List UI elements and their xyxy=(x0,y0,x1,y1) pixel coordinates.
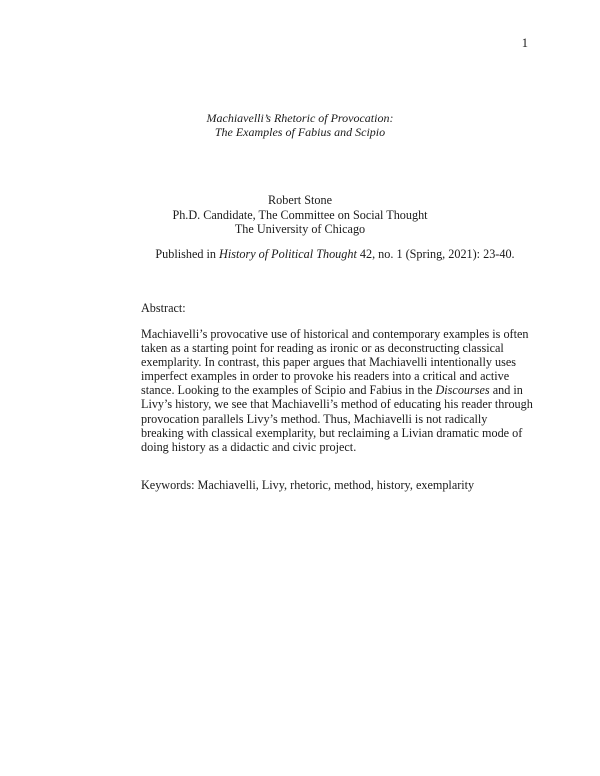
author-name: Robert Stone xyxy=(268,193,332,207)
abstract-heading: Abstract: xyxy=(141,301,186,315)
paper-title xyxy=(0,111,600,139)
abstract-text-part-1: Machiavelli’s provocative use of historical and contemporary examples is often taken as a starting point for reading as ironic or as deconstructing classical exemplarity. In contrast, this paper argues that Machiavelli intentionally uses imperfect examples in order to provoke his readers into a critical and active stance. Looking to the examples of Scipio and Fabius in the xyxy=(141,327,529,398)
title-line-1: Machiavelli’s Rhetoric of Provocation: xyxy=(206,111,394,125)
publication-prefix: Published in xyxy=(155,247,220,261)
author-position: Ph.D. Candidate, The Committee on Social Thought xyxy=(172,207,428,222)
publication-details: 42, no. 1 (Spring, 2021): 23-40. xyxy=(356,247,515,261)
author-institution: The University of Chicago xyxy=(234,222,366,236)
abstract-body xyxy=(141,327,533,454)
abstract-text-part-2: and in Livy’s history, we see that Machiavelli’s method of educating his reader through provocation parallels Livy’s method. Thus, Machiavelli is not radically breaking with classical exemplarity, but reclaiming a Livian dramatic mode of doing history as a didactic and civic project. xyxy=(141,383,533,454)
publication-info xyxy=(0,247,600,262)
journal-name: History of Political Thought xyxy=(219,247,357,261)
keywords: Keywords: Machiavelli, Livy, rhetoric, method, history, exemplarity xyxy=(141,478,475,492)
title-line-2: The Examples of Fabius and Scipio xyxy=(214,125,386,139)
author-block xyxy=(0,193,600,237)
abstract-italic-title: Discourses xyxy=(435,383,490,398)
page-number: 1 xyxy=(521,36,528,50)
